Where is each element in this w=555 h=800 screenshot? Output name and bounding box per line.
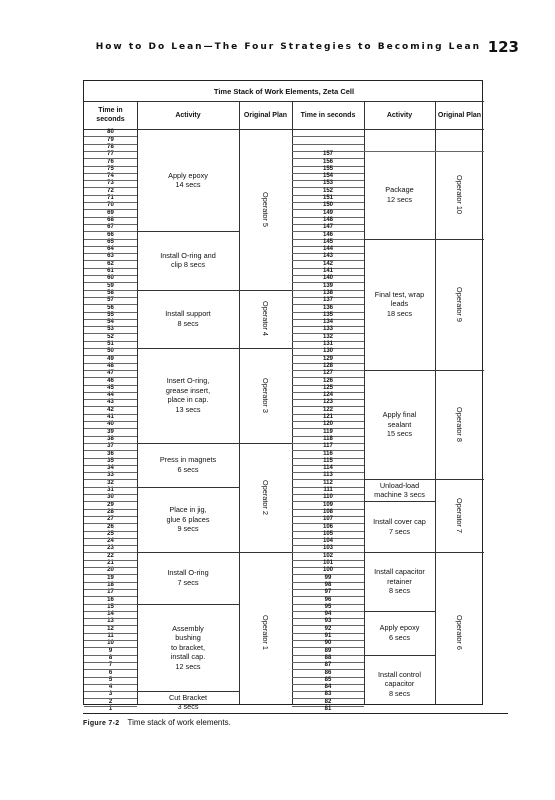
right-time-cell: 113 (323, 472, 333, 479)
left-time-cell: 77 (107, 151, 114, 158)
left-time-rule (84, 290, 137, 291)
right-time-cell: 97 (324, 589, 332, 596)
left-operator-cell (239, 443, 292, 553)
left-time-rule (84, 136, 137, 137)
left-time-cell: 7 (108, 662, 113, 669)
left-activity-cell: Insert O-ring, grease insert, place in cap. 13 secs (165, 376, 211, 414)
left-time-rule (84, 582, 137, 583)
right-time-cell: 81 (324, 706, 332, 713)
right-time-cell: 123 (322, 399, 333, 406)
figure-caption-text: Time stack of work elements. (127, 718, 231, 727)
left-time-rule (84, 173, 137, 174)
operator-label: Operator 6 (454, 615, 464, 651)
left-time-rule (84, 319, 137, 320)
left-activity-cell: Apply epoxy 14 secs (168, 170, 208, 190)
right-time-cell: 157 (322, 151, 333, 158)
left-time-cell: 37 (107, 443, 114, 450)
right-time-cell: 136 (322, 304, 333, 311)
right-activity-cell: Apply epoxy 6 secs (379, 623, 420, 642)
left-time-cell: 74 (107, 173, 114, 180)
left-time-rule (84, 333, 137, 334)
left-time-cell: 32 (107, 479, 114, 486)
left-time-rule (84, 406, 137, 407)
left-time-cell: 75 (107, 165, 114, 172)
right-activity-cell: Install cover cap 7 secs (373, 517, 426, 536)
left-time-rule (84, 655, 137, 656)
left-time-rule (84, 450, 137, 451)
right-operator-cell (435, 370, 484, 480)
left-operator-cell (239, 348, 292, 443)
left-time-rule (84, 341, 137, 342)
left-time-rule (84, 443, 137, 444)
left-time-rule (84, 538, 137, 539)
left-time-cell: 14 (107, 611, 114, 618)
left-operator-cell (239, 552, 292, 713)
left-time-rule (84, 312, 137, 313)
left-time-rule (84, 377, 137, 378)
left-time-cell: 10 (107, 640, 114, 647)
right-activity-cell: Unload-load machine 3 secs (374, 480, 425, 500)
left-time-cell: 13 (107, 618, 114, 625)
left-time-cell: 60 (107, 275, 114, 282)
right-time-cell: 127 (322, 370, 333, 377)
left-time-rule (84, 574, 137, 575)
right-time-cell: 98 (324, 581, 332, 588)
right-time-cell: 111 (323, 487, 333, 494)
left-time-cell: 27 (107, 516, 114, 523)
left-time-rule (84, 560, 137, 561)
left-time-cell: 6 (108, 669, 113, 676)
time-stack-table (83, 80, 483, 713)
left-time-rule (84, 691, 137, 692)
right-time-cell: 125 (322, 384, 333, 391)
left-time-cell: 66 (107, 231, 114, 238)
right-time-cell: 116 (323, 450, 333, 457)
left-time-cell: 57 (107, 297, 114, 304)
left-time-cell: 25 (107, 530, 114, 537)
left-time-cell: 36 (107, 450, 114, 457)
left-activity-cell: Press in magnets 6 secs (159, 455, 217, 474)
left-time-cell: 16 (107, 596, 114, 603)
right-time-rule (292, 144, 364, 145)
right-time-cell: 139 (322, 282, 333, 289)
right-time-cell: 105 (322, 530, 333, 537)
right-time-cell: 119 (323, 428, 333, 435)
left-time-rule (84, 618, 137, 619)
right-time-cell: 108 (322, 508, 333, 515)
right-time-cell: 118 (323, 435, 333, 442)
left-time-cell: 29 (107, 501, 114, 508)
right-time-rule (292, 136, 364, 137)
left-time-rule (84, 363, 137, 364)
operator-label: Operator 10 (454, 175, 464, 215)
right-time-cell: 99 (324, 574, 332, 581)
left-time-cell: 9 (108, 647, 113, 654)
left-time-rule (84, 494, 137, 495)
right-time-cell: 90 (324, 640, 332, 647)
right-operator-cell (435, 239, 484, 370)
right-time-cell: 106 (322, 523, 333, 530)
right-activity-cell: Apply final sealant 15 secs (382, 410, 417, 439)
right-activity-cell: Final test, wrap leads 18 secs (374, 289, 425, 318)
right-time-cell: 84 (324, 684, 332, 691)
operator-label: Operator 5 (260, 191, 270, 227)
left-time-cell: 42 (107, 406, 114, 413)
left-activity-cell: Install O-ring 7 secs (167, 568, 209, 587)
right-time-cell: 82 (324, 698, 332, 705)
right-time-cell: 83 (324, 691, 332, 698)
left-time-rule (84, 180, 137, 181)
left-time-cell: 48 (107, 362, 114, 369)
right-time-cell: 109 (322, 501, 333, 508)
left-time-cell: 35 (107, 457, 114, 464)
left-time-rule (84, 706, 137, 707)
right-time-cell: 95 (324, 603, 332, 610)
right-activity-cell: Install capacitor retainer 8 secs (374, 567, 425, 596)
left-time-rule (84, 355, 137, 356)
right-time-cell: 135 (322, 311, 333, 318)
right-time-cell: 128 (322, 362, 333, 369)
right-time-cell: 91 (324, 633, 332, 640)
left-time-rule (84, 231, 137, 232)
left-time-rule (84, 487, 137, 488)
right-time-cell: 129 (322, 355, 333, 362)
right-time-cell: 85 (324, 676, 332, 683)
left-time-rule (84, 698, 137, 699)
right-time-cell: 92 (324, 625, 332, 632)
left-activity-cell: Place in jig, glue 6 places 9 secs (166, 505, 210, 534)
left-time-rule (84, 399, 137, 400)
figure-label: Figure 7-2 (83, 720, 120, 727)
left-time-cell: 28 (107, 508, 114, 515)
right-time-cell: 148 (322, 216, 333, 223)
column-header: Activity (386, 111, 413, 119)
left-time-cell: 3 (108, 691, 113, 698)
left-time-rule (84, 516, 137, 517)
right-time-cell: 133 (322, 326, 333, 333)
left-time-rule (84, 246, 137, 247)
left-time-cell: 70 (107, 202, 114, 209)
left-time-rule (84, 297, 137, 298)
left-time-rule (84, 348, 137, 349)
left-time-rule (84, 158, 137, 159)
left-time-rule (84, 501, 137, 502)
left-time-rule (84, 684, 137, 685)
page-number: 123 (487, 38, 519, 56)
left-time-rule (84, 166, 137, 167)
left-time-cell: 50 (107, 348, 114, 355)
left-time-cell: 65 (107, 238, 114, 245)
running-header-title: How to Do Lean—The Four Strategies to Becoming Lean (95, 42, 481, 52)
column-header: Activity (175, 111, 201, 119)
left-time-rule (84, 224, 137, 225)
left-time-cell: 22 (107, 552, 114, 559)
left-time-rule (84, 428, 137, 429)
left-time-cell: 43 (107, 399, 114, 406)
left-time-cell: 63 (107, 253, 114, 260)
left-time-rule (84, 662, 137, 663)
right-time-cell: 121 (322, 414, 333, 421)
left-time-rule (84, 545, 137, 546)
left-time-rule (84, 268, 137, 269)
right-time-cell: 144 (322, 246, 333, 253)
left-time-rule (84, 144, 137, 145)
left-time-rule (84, 239, 137, 240)
left-time-cell: 64 (107, 246, 114, 253)
right-time-cell: 110 (323, 494, 333, 501)
left-time-cell: 39 (107, 428, 114, 435)
left-activity-cell: Install support 8 secs (165, 309, 211, 328)
left-time-cell: 72 (107, 187, 114, 194)
left-time-rule (84, 202, 137, 203)
left-time-rule (84, 275, 137, 276)
left-time-rule (84, 465, 137, 466)
column-header: Original Plan (243, 111, 288, 119)
right-time-cell: 87 (324, 662, 332, 669)
column-header: Time in seconds (96, 107, 125, 123)
right-time-cell: 140 (322, 275, 333, 282)
operator-label: Operator 2 (260, 480, 270, 516)
right-time-cell: 138 (322, 289, 333, 296)
left-operator-cell (239, 290, 292, 348)
right-activity-cell: Package 12 secs (385, 185, 414, 204)
right-time-cell: 94 (324, 611, 332, 618)
left-time-rule (84, 479, 137, 480)
operator-label: Operator 8 (454, 407, 464, 443)
left-time-rule (84, 596, 137, 597)
left-time-rule (84, 531, 137, 532)
left-time-cell: 52 (107, 333, 114, 340)
right-time-cell: 89 (324, 647, 332, 654)
left-time-rule (84, 304, 137, 305)
left-time-rule (84, 260, 137, 261)
right-time-cell: 134 (322, 319, 333, 326)
left-time-rule (84, 567, 137, 568)
left-time-cell: 61 (107, 268, 114, 275)
right-time-cell: 114 (323, 465, 333, 472)
right-time-cell: 154 (322, 173, 333, 180)
left-time-rule (84, 458, 137, 459)
left-time-cell: 18 (107, 581, 114, 588)
left-time-cell: 80 (107, 129, 114, 136)
left-time-rule (84, 509, 137, 510)
left-time-cell: 41 (107, 414, 114, 421)
left-time-rule (84, 552, 137, 553)
left-time-cell: 4 (108, 684, 113, 691)
right-time-cell: 145 (322, 238, 333, 245)
right-time-cell: 131 (322, 341, 333, 348)
left-time-cell: 79 (107, 136, 114, 143)
left-time-cell: 73 (107, 180, 114, 187)
left-time-cell: 17 (107, 589, 114, 596)
left-time-rule (84, 611, 137, 612)
left-time-cell: 59 (107, 282, 114, 289)
left-time-cell: 21 (107, 560, 114, 567)
left-time-cell: 46 (107, 377, 114, 384)
left-time-cell: 23 (107, 545, 114, 552)
left-time-rule (84, 625, 137, 626)
left-time-rule (84, 385, 137, 386)
left-operator-cell (239, 129, 292, 290)
right-time-cell: 147 (322, 224, 333, 231)
left-time-cell: 45 (107, 384, 114, 391)
right-time-cell: 149 (322, 209, 333, 216)
right-time-cell: 112 (323, 479, 333, 486)
left-activity-cell: Install O-ring and clip 8 secs (160, 250, 216, 270)
operator-label: Operator 3 (260, 377, 270, 413)
left-time-cell: 15 (107, 603, 114, 610)
left-time-cell: 56 (107, 304, 114, 311)
right-time-cell: 141 (322, 268, 333, 275)
right-time-cell: 153 (322, 180, 333, 187)
left-time-cell: 71 (107, 195, 114, 202)
right-time-cell: 151 (322, 195, 333, 202)
right-time-cell: 142 (322, 260, 333, 267)
left-time-cell: 20 (107, 567, 114, 574)
left-time-rule (84, 604, 137, 605)
right-time-cell: 155 (322, 165, 333, 172)
left-time-cell: 76 (107, 158, 114, 165)
right-time-cell: 132 (322, 333, 333, 340)
left-time-cell: 24 (107, 538, 114, 545)
left-time-cell: 31 (107, 487, 114, 494)
left-time-cell: 2 (108, 698, 113, 705)
right-time-cell: 102 (322, 552, 333, 559)
left-time-cell: 58 (107, 289, 114, 296)
right-time-cell: 122 (322, 406, 333, 413)
left-time-cell: 30 (107, 494, 114, 501)
right-time-cell: 115 (323, 457, 333, 464)
left-time-cell: 40 (107, 421, 114, 428)
left-time-cell: 33 (107, 472, 114, 479)
left-activity-cell: Assembly bushing to bracket, install cap. 12 secs (170, 623, 206, 671)
operator-label: Operator 1 (260, 615, 270, 651)
left-time-rule (84, 282, 137, 283)
left-time-cell: 49 (107, 355, 114, 362)
right-operator-cell (435, 151, 484, 239)
left-time-cell: 5 (108, 676, 113, 683)
figure-caption (83, 713, 508, 727)
left-time-rule (84, 472, 137, 473)
left-time-cell: 1 (108, 706, 113, 713)
right-time-cell: 143 (322, 253, 333, 260)
left-time-rule (84, 326, 137, 327)
right-time-cell: 96 (324, 596, 332, 603)
left-time-cell: 54 (107, 319, 114, 326)
right-time-cell: 120 (322, 421, 333, 428)
column-header: Original Plan (437, 111, 482, 119)
left-time-cell: 62 (107, 260, 114, 267)
right-time-cell: 150 (322, 202, 333, 209)
right-time-cell: 100 (322, 567, 333, 574)
left-time-cell: 55 (107, 311, 114, 318)
left-time-rule (84, 414, 137, 415)
left-time-rule (84, 370, 137, 371)
operator-label: Operator 7 (454, 498, 464, 534)
column-header: Time in seconds (300, 111, 356, 119)
table-title: Time Stack of Work Elements, Zeta Cell (213, 86, 355, 96)
left-time-rule (84, 669, 137, 670)
right-time-cell: 137 (322, 297, 333, 304)
left-time-cell: 78 (107, 143, 114, 150)
left-time-cell: 51 (107, 341, 114, 348)
left-time-rule (84, 677, 137, 678)
left-time-rule (84, 392, 137, 393)
left-time-cell: 38 (107, 435, 114, 442)
left-time-rule (84, 151, 137, 152)
left-time-rule (84, 589, 137, 590)
right-time-cell: 146 (322, 231, 333, 238)
right-time-cell: 126 (322, 377, 333, 384)
left-time-cell: 44 (107, 392, 114, 399)
right-activity-cell: Install control capacitor 8 secs (378, 669, 421, 698)
right-time-cell: 124 (322, 392, 333, 399)
left-time-cell: 8 (108, 654, 113, 661)
left-time-cell: 19 (107, 574, 114, 581)
right-operator-cell (435, 552, 484, 713)
left-time-rule (84, 523, 137, 524)
left-time-rule (84, 640, 137, 641)
left-time-rule (84, 421, 137, 422)
left-time-cell: 69 (107, 209, 114, 216)
left-time-cell: 34 (107, 465, 114, 472)
left-time-cell: 67 (107, 224, 114, 231)
left-time-rule (84, 647, 137, 648)
left-time-rule (84, 253, 137, 254)
left-time-rule (84, 209, 137, 210)
left-activity-cell: Cut Bracket 3 secs (168, 692, 208, 712)
right-time-cell: 104 (322, 538, 333, 545)
left-time-cell: 26 (107, 523, 114, 530)
left-time-rule (84, 633, 137, 634)
right-time-cell: 101 (322, 560, 333, 567)
left-time-rule (84, 187, 137, 188)
right-time-cell: 93 (324, 618, 332, 625)
right-time-cell: 103 (322, 545, 333, 552)
right-time-cell: 88 (324, 654, 332, 661)
right-time-cell: 156 (322, 158, 333, 165)
right-operator-cell (435, 479, 484, 552)
left-time-rule (84, 436, 137, 437)
right-time-cell: 152 (322, 187, 333, 194)
left-time-cell: 68 (107, 216, 114, 223)
running-header (0, 38, 525, 62)
right-time-cell: 130 (322, 348, 333, 355)
left-time-cell: 12 (107, 625, 114, 632)
operator-label: Operator 9 (454, 286, 464, 322)
right-time-cell: 107 (322, 516, 333, 523)
right-time-cell: 86 (324, 669, 332, 676)
left-time-cell: 11 (107, 633, 114, 640)
left-time-rule (84, 195, 137, 196)
left-time-rule (84, 217, 137, 218)
left-time-cell: 47 (107, 370, 114, 377)
operator-label: Operator 4 (260, 301, 270, 337)
left-time-cell: 53 (107, 326, 114, 333)
right-time-cell: 117 (323, 443, 333, 450)
